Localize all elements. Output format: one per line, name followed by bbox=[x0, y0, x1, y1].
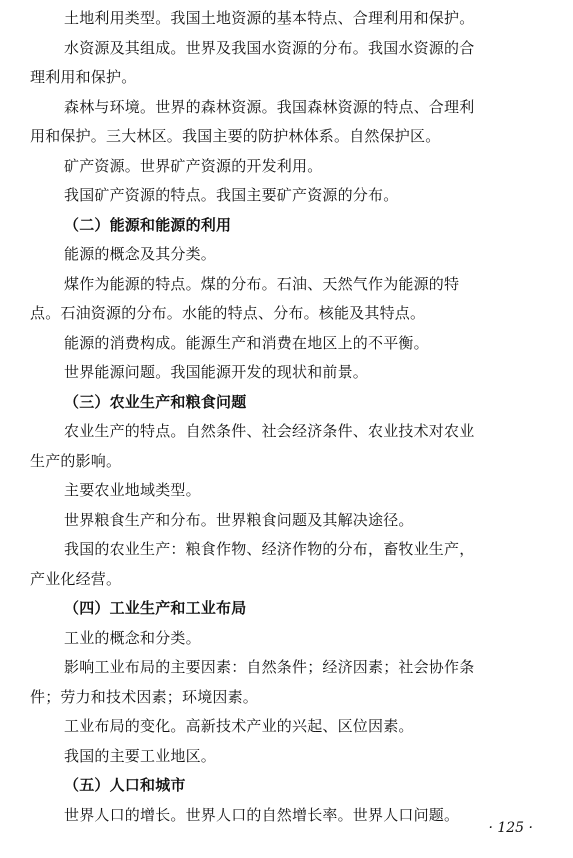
text-line: 理利用和保护。 bbox=[30, 68, 137, 86]
text-line: 件；劳力和技术因素；环境因素。 bbox=[30, 687, 259, 706]
text-line: 产业化经营。 bbox=[30, 569, 122, 588]
text-line: 森林与环境。世界的森林资源。我国森林资源的特点、合理利 bbox=[64, 97, 475, 116]
text-line: 影响工业布局的主要因素：自然条件；经济因素；社会协作条 bbox=[64, 658, 475, 676]
text-line: 农业生产的特点。自然条件、社会经济条件、农业技术对农业 bbox=[64, 422, 475, 440]
text-line: 工业的概念和分类。 bbox=[64, 628, 201, 647]
page-number: · 125 · bbox=[488, 820, 533, 836]
text-line: 土地利用类型。我国土地资源的基本特点、合理利用和保护。 bbox=[64, 9, 475, 27]
text-line: 世界人口的增长。世界人口的自然增长率。世界人口问题。 bbox=[64, 805, 460, 824]
text-line: 世界能源问题。我国能源开发的现状和前景。 bbox=[64, 363, 369, 381]
text-line: 世界粮食生产和分布。世界粮食问题及其解决途径。 bbox=[64, 510, 414, 529]
text-line: 能源的概念及其分类。 bbox=[64, 245, 217, 263]
text-line: 能源的消费构成。能源生产和消费在地区上的不平衡。 bbox=[64, 333, 429, 352]
section-heading: （五）人口和城市 bbox=[64, 776, 186, 794]
text-line: 主要农业地域类型。 bbox=[64, 481, 201, 499]
section-heading: （二）能源和能源的利用 bbox=[64, 215, 232, 234]
text-line: 我国的主要工业地区。 bbox=[64, 746, 217, 765]
text-body bbox=[30, 4, 552, 830]
text-line: 用和保护。三大林区。我国主要的防护林体系。自然保护区。 bbox=[30, 127, 441, 145]
text-line: 煤作为能源的特点。煤的分布。石油、天然气作为能源的特 bbox=[64, 274, 460, 293]
text-line: 点。石油资源的分布。水能的特点、分布。核能及其特点。 bbox=[30, 304, 426, 322]
text-line: 我国的农业生产：粮食作物、经济作物的分布，畜牧业生产， bbox=[64, 540, 475, 558]
text-line: 我国矿产资源的特点。我国主要矿产资源的分布。 bbox=[64, 186, 399, 204]
text-line: 工业布局的变化。高新技术产业的兴起、区位因素。 bbox=[64, 717, 414, 735]
text-line: 矿产资源。世界矿产资源的开发利用。 bbox=[64, 156, 323, 175]
text-line: 生产的影响。 bbox=[30, 451, 122, 470]
section-heading: （三）农业生产和粮食问题 bbox=[64, 392, 247, 411]
section-heading: （四）工业生产和工业布局 bbox=[64, 599, 247, 617]
text-line: 水资源及其组成。世界及我国水资源的分布。我国水资源的合 bbox=[64, 38, 475, 57]
